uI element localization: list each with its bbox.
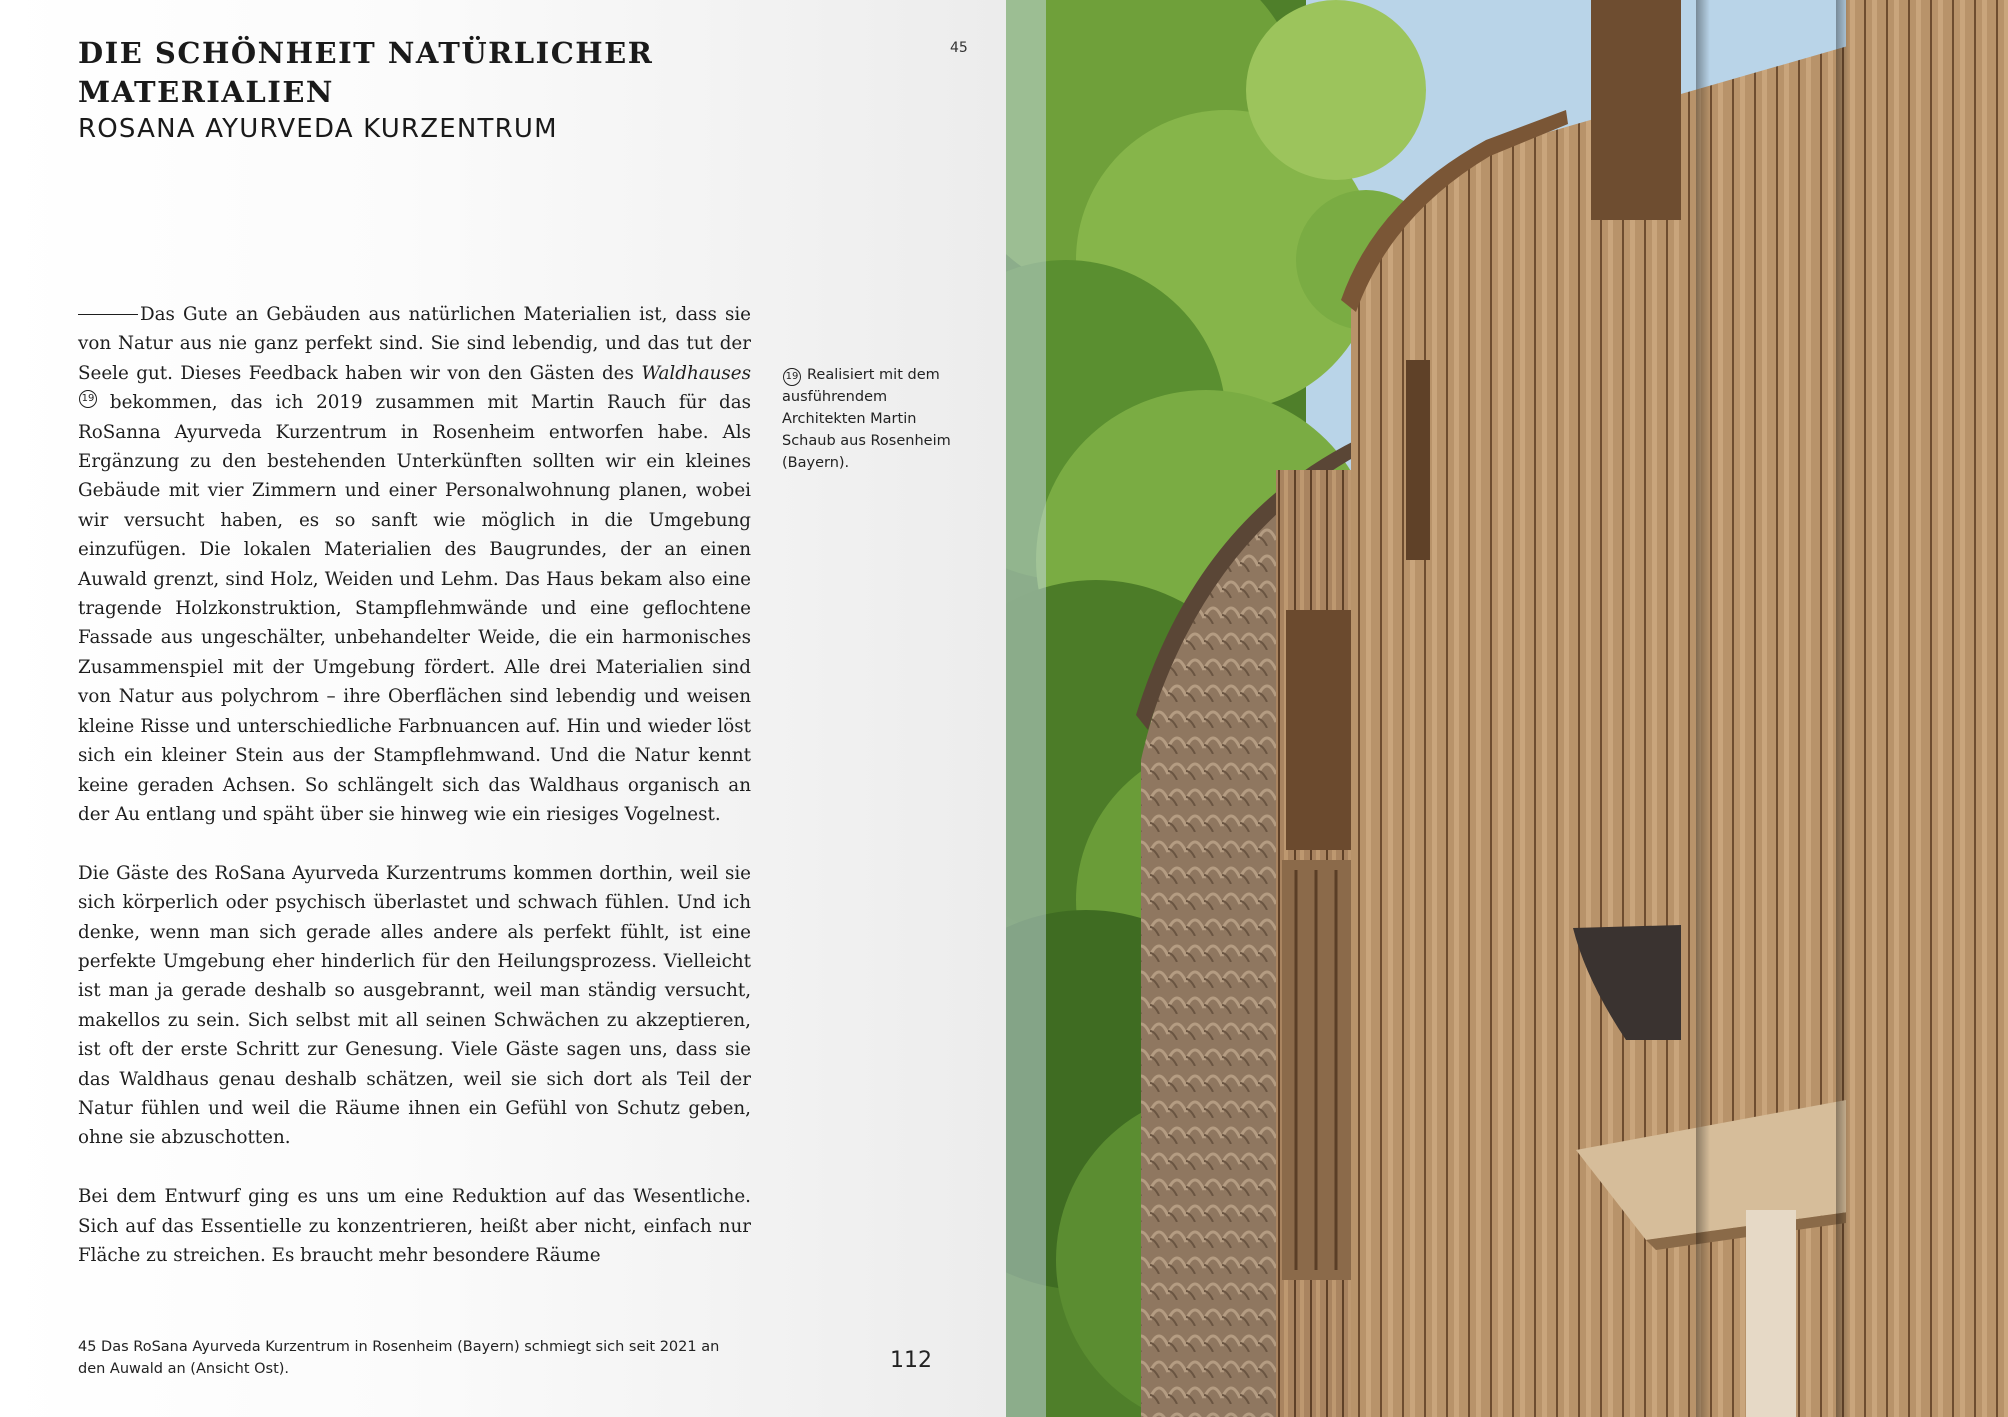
paragraph-1-part-b: bekommen, das ich 2019 zusammen mit Martin Rauch für das RoSanna Ayurveda Kurzentrum in Rosenheim entworfen habe. Als Ergänzung zu den bestehenden Unterkünften sollten wir ein kleines Gebäude mit vier Zimmern und einer Personalwohnung planen, wobei wir versucht haben, es so sanft wie möglich in die Umgebung einzufügen. Die lokalen Materialien des Baugrundes, der an einen Auwald grenzt, sind Holz, Weiden und Lehm. Das Haus bekam also eine tragende Holzkonstruktion, Stampflehmwände und eine geflochtene Fassade aus ungeschälter, unbehandelter Weide, die ein harmonisches Zusammenspiel mit der Umgebung fördert. Alle drei Materialien sind von Natur aus polychrom – ihre Oberflächen sind lebendig und weisen kleine Risse und unterschiedliche Farbnuancen auf. Hin und wieder löst sich ein kleiner Stein aus der Stampflehmwand. Und die Natur kennt keine geraden Achsen. So schlängelt sich das Waldhaus organisch an der Au entlang und späht über sie hinweg wie ein riesiges Vogelnest. (78, 392, 751, 825)
paragraph-1-italic: Waldhauses (641, 362, 751, 384)
sidenote (782, 364, 962, 474)
narrow-window (1406, 360, 1430, 560)
paragraph-3: Bei dem Entwurf ging es uns um eine Reduktion auf das Wesentliche. Sich auf das Essentielle zu konzentrieren, heißt aber nicht, einfach nur Fläche zu streichen. Es braucht mehr besondere Räume (78, 1186, 751, 1266)
figure-caption: 45 Das RoSana Ayurveda Kurzentrum in Rosenheim (Bayern) schmiegt sich seit 2021 an den Auwald an (Ansicht Ost). (78, 1339, 720, 1377)
paragraph-2: Die Gäste des RoSana Ayurveda Kurzentrums kommen dorthin, weil sie sich körperlich oder psychisch überlastet und schwach fühlen. Und ich denke, wenn man sich gerade alles andere als perfekt fühlt, ist eine perfekte Umgebung eher hinderlich für den Heilungsprozess. Vielleicht ist man ja gerade deshalb so ausgebrannt, weil man ständig versucht, makellos zu sein. Sich selbst mit all seinen Schwächen zu akzeptieren, ist oft der erste Schritt zur Genesung. Viele Gäste sagen uns, dass sie das Waldhaus genau deshalb schätzen, weil sie sich dort als Teil der Natur fühlen und weil die Räume ihnen ein Gefühl von Schutz geben, ohne sie abzuschotten. (78, 862, 751, 1149)
facade-fin (1846, 0, 2008, 1417)
page-number: 112 (890, 1348, 932, 1373)
title-line-2: MATERIALIEN (78, 75, 334, 109)
upper-window (1591, 0, 1681, 220)
body-text (78, 300, 751, 1300)
footnote-marker: 19 (79, 390, 97, 408)
em-dash-rule (78, 314, 138, 315)
photo-illustration (1006, 0, 2008, 1417)
sidenote-text: Realisiert mit dem ausführendem Architekten Martin Schaub aus Rosenheim (Bayern). (782, 367, 951, 471)
title-line-1: DIE SCHÖNHEIT NATÜRLICHER (78, 36, 654, 70)
support-column (1746, 1210, 1796, 1417)
page-title (78, 34, 758, 112)
building-photo-icon (1006, 0, 2008, 1417)
sidenote-marker: 19 (783, 368, 801, 386)
page-subtitle: ROSANA AYURVEDA KURZENTRUM (78, 114, 558, 144)
figure-number: 45 (950, 40, 968, 56)
paragraph-1-part-a: Das Gute an Gebäuden aus natürlichen Materialien ist, dass sie von Natur aus nie ganz perfekt sind. Sie sind lebendig, und das tut der Seele gut. Dieses Feedback haben wir von den Gästen des (78, 304, 751, 384)
paragraph-1 (78, 300, 751, 829)
